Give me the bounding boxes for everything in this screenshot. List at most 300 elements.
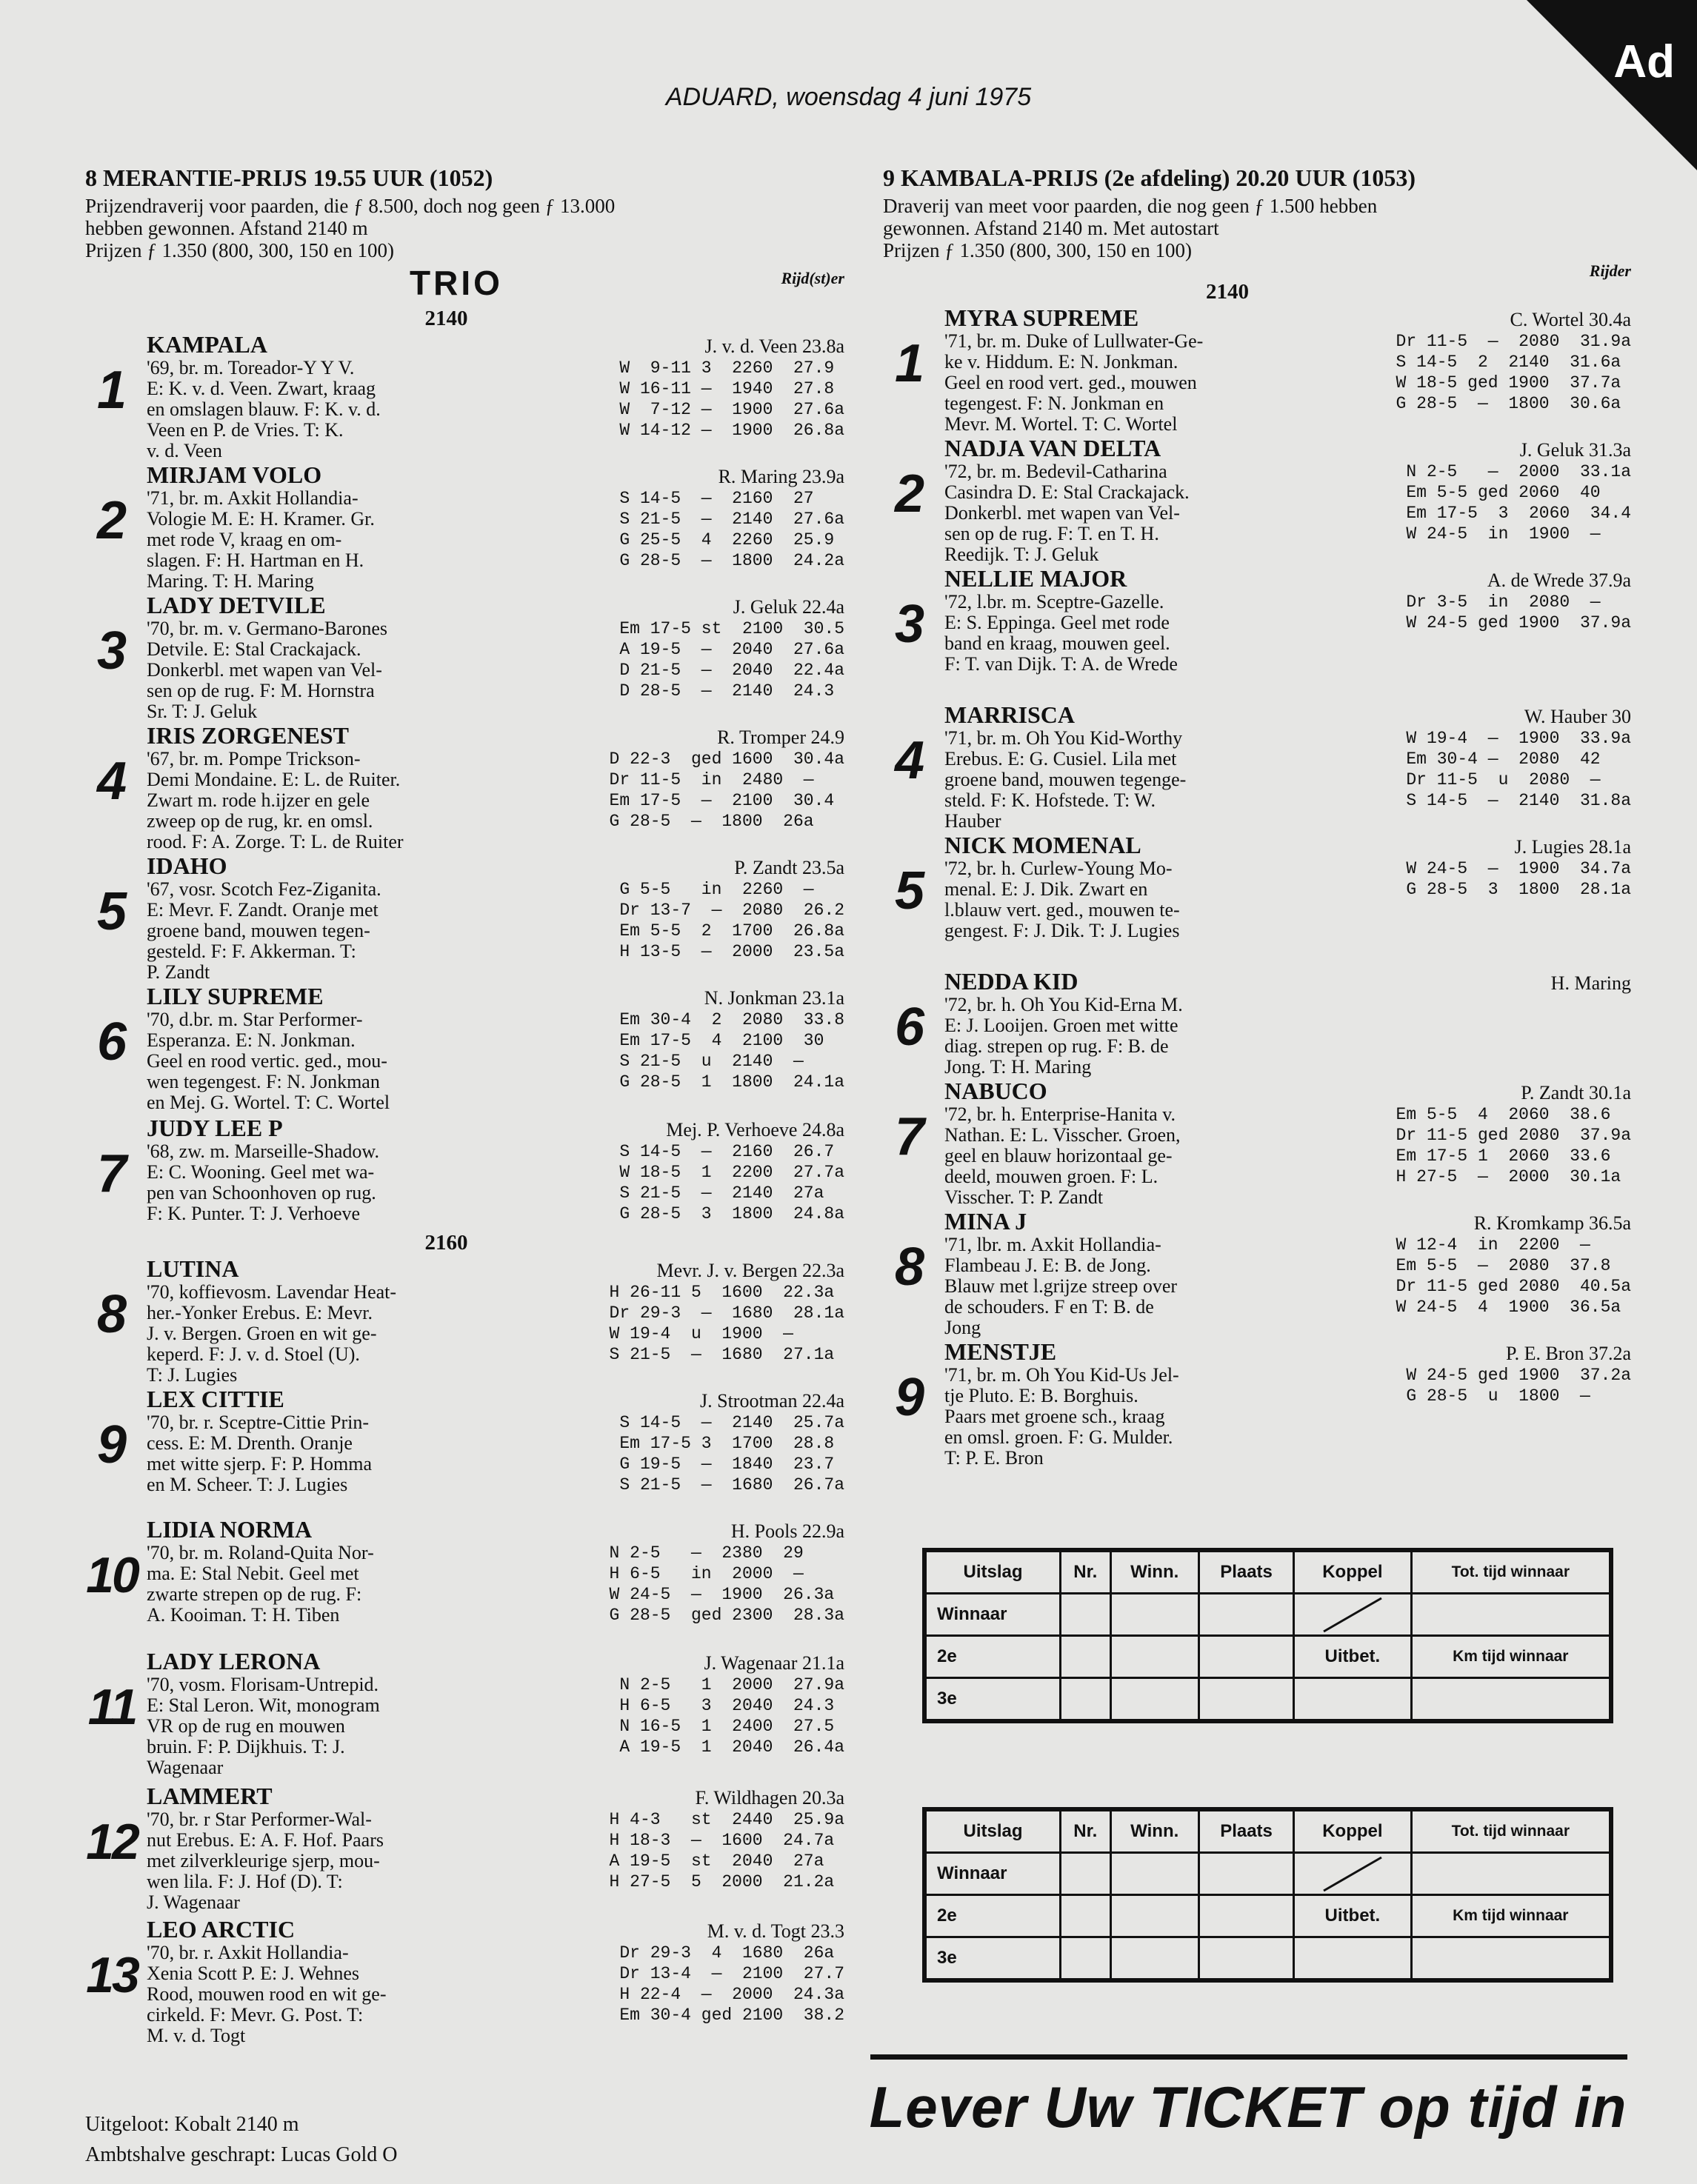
horse-name: NADJA VAN DELTA (944, 435, 1161, 461)
rider-and-record: H. Pools 22.9a (730, 1520, 844, 1542)
result-line: W 24-5 in 1900 — (1406, 524, 1601, 544)
description-line: de schouders. F en T: B. de (944, 1296, 1154, 1318)
horse-entry (883, 1338, 1631, 1469)
result-line: S 14-5 2 2140 31.6a (1396, 353, 1621, 372)
result-line: Dr 29-3 4 1680 26a (619, 1943, 835, 1963)
description-line: met witte sjerp. F: P. Homma (147, 1453, 373, 1475)
sheet-cell[interactable] (1061, 1678, 1110, 1722)
horse-entry (85, 1115, 844, 1224)
horse-entry (883, 701, 1631, 832)
recent-results (1406, 858, 1631, 941)
description-line: diag. strepen op rug. F: B. de (944, 1035, 1169, 1057)
description-line: Hauber (944, 810, 1001, 832)
horse-name: IDAHO (147, 852, 227, 879)
description-line: Jong (944, 1317, 981, 1338)
entry-body (147, 1009, 844, 1113)
description-line: M. v. d. Togt (147, 2025, 246, 2046)
description-line: steld. F: K. Hofstede. T: W. (944, 789, 1156, 811)
result-line: Dr 11-5 u 2080 — (1406, 770, 1601, 789)
result-line: S 14-5 — 2160 27 (619, 489, 814, 508)
description-line: Xenia Scott P. E: J. Wehnes (147, 1963, 360, 1984)
result-line: Em 5-5 — 2080 37.8 (1396, 1256, 1611, 1275)
sheet-cell[interactable] (1411, 1937, 1611, 1981)
horse-description (147, 1943, 524, 2046)
entries-list (883, 304, 1631, 1469)
description-line: '72, br. h. Oh You Kid-Erna M. (944, 995, 1183, 1015)
result-line: W 19-4 — 1900 33.9a (1406, 729, 1631, 748)
description-line: wen lila. F: J. Hof (D). T: (147, 1871, 343, 1892)
distance-heading: 2160 (424, 1231, 468, 1255)
horse-name: LIDIA NORMA (147, 1516, 313, 1543)
description-line: keperd. F: J. v. d. Stoel (U). (147, 1343, 360, 1365)
sheet-cell[interactable] (1061, 1937, 1110, 1981)
sheet-cell[interactable] (1061, 1853, 1110, 1895)
description-line: l.blauw vert. ged., mouwen te- (944, 899, 1180, 921)
horse-name: LADY LERONA (147, 1648, 321, 1674)
sheet-row-third (924, 1678, 1611, 1722)
sheet-cell[interactable] (1110, 1853, 1198, 1895)
rider-header: Rijd(st)er (781, 269, 844, 287)
entry-number: 9 (894, 1368, 925, 1427)
result-line: W 12-4 in 2200 — (1396, 1235, 1590, 1255)
entry-header (944, 1208, 1631, 1235)
race-desc-line: Prijzen ƒ 1.350 (800, 300, 150 en 100) (85, 239, 394, 261)
trio-row (85, 263, 844, 306)
description-line: bruin. F: P. Dijkhuis. T: J. (147, 1736, 345, 1757)
description-line: tje Pluto. E: B. Borghuis. (944, 1385, 1138, 1406)
recent-results (610, 1543, 844, 1626)
result-line: W 14-12 — 1900 26.8a (619, 421, 844, 440)
entry-header (147, 983, 844, 1009)
description-line: v. d. Veen (147, 440, 222, 461)
slash-mark (1323, 1597, 1381, 1632)
result-line: Dr 11-5 in 2480 — (609, 770, 814, 789)
description-line: '71, br. m. Oh You Kid-Us Jel- (944, 1365, 1179, 1386)
race-description (883, 195, 1631, 261)
entry-body (147, 1141, 844, 1224)
description-line: Mevr. M. Wortel. T: C. Wortel (944, 413, 1178, 435)
sheet-cell[interactable] (1198, 1678, 1293, 1722)
description-line: deeld, mouwen groen. F: L. (944, 1166, 1158, 1187)
description-line: sen op de rug. F: T. en T. H. (944, 523, 1159, 544)
description-line: menal. E: J. Dik. Zwart en (944, 878, 1148, 900)
sheet-cell[interactable] (1061, 1636, 1110, 1678)
description-line: Reedijk. T: J. Geluk (944, 544, 1099, 565)
horse-name: NABUCO (944, 1078, 1047, 1104)
distance-heading: 2140 (1206, 280, 1249, 304)
description-line: met rode V, kraag en om- (147, 529, 342, 550)
result-line: Em 30-4 2 2080 33.8 (619, 1010, 844, 1029)
description-line: '72, l.br. m. Sceptre-Gazelle. (944, 592, 1164, 612)
distance-heading: 2140 (424, 307, 468, 330)
sheet-header-koppel: Koppel (1294, 1809, 1411, 1853)
description-line: Zwart m. rode h.ijzer en gele (147, 789, 370, 811)
sheet-cell[interactable] (1110, 1937, 1198, 1981)
entry-body (147, 1543, 844, 1626)
description-line: E: J. Looijen. Groen met witte (944, 1015, 1178, 1036)
description-line: Donkerbl. met wapen van Vel- (944, 502, 1180, 524)
result-line: Em 30-4 ged 2100 38.2 (619, 2006, 844, 2025)
result-line: Dr 11-5 ged 2080 37.9a (1396, 1126, 1631, 1145)
sheet-row-second (924, 1636, 1611, 1678)
sheet-header-row (924, 1809, 1611, 1853)
description-line: Blauw met l.grijze streep over (944, 1275, 1178, 1297)
description-line: F: T. van Dijk. T: A. de Wrede (944, 653, 1178, 675)
result-line: S 21-5 — 2140 27a (619, 1183, 824, 1203)
entry-body (147, 879, 844, 983)
sheet-row-label: 2e (924, 1895, 1061, 1937)
result-line: H 6-5 3 2040 24.3 (619, 1696, 835, 1715)
description-line: '67, vosr. Scotch Fez-Ziganita. (147, 879, 381, 900)
entry-number: 6 (96, 1012, 127, 1072)
horse-description (147, 488, 524, 592)
banner-rule (870, 2054, 1627, 2060)
rider-and-record: J. Strootman 22.4a (700, 1390, 844, 1412)
entry-body (944, 331, 1631, 435)
sheet-header-nr: Nr. (1061, 1550, 1110, 1594)
entry-number: 10 (86, 1547, 138, 1603)
result-line: H 18-3 — 1600 24.7a (609, 1831, 835, 1850)
entry-number: 2 (894, 464, 925, 524)
description-line: E: Mevr. F. Zandt. Oranje met (147, 899, 379, 921)
rider-header-row (883, 261, 1631, 279)
recent-results (1396, 1104, 1631, 1208)
entry-header (147, 1648, 844, 1674)
result-line: Dr 3-5 in 2080 — (1406, 592, 1601, 612)
entry-body (147, 1943, 844, 2046)
sheet-cell[interactable] (1110, 1895, 1198, 1937)
horse-entry (85, 1783, 844, 1913)
entry-body (147, 1674, 844, 1778)
rider-and-record: R. Tromper 24.9 (717, 727, 844, 748)
horse-description (944, 331, 1322, 435)
entry-number: 13 (86, 1947, 138, 2003)
entry-number: 2 (96, 491, 127, 550)
horse-description (147, 1412, 524, 1495)
sheet-cell[interactable] (1110, 1594, 1198, 1636)
entry-body (147, 488, 844, 592)
description-line: en omslagen blauw. F: K. v. d. (147, 398, 381, 420)
rider-and-record: N. Jonkman 23.1a (704, 987, 844, 1009)
result-line: D 22-3 ged 1600 30.4a (609, 749, 844, 769)
entry-header (944, 832, 1631, 858)
horse-name: NELLIE MAJOR (944, 565, 1127, 592)
sheet-cell[interactable] (1198, 1636, 1293, 1678)
sheet-cell[interactable] (1198, 1895, 1293, 1937)
entry-header (147, 461, 844, 488)
race-8-column (85, 164, 844, 2046)
sheet-cell[interactable] (1198, 1853, 1293, 1895)
result-line: A 19-5 — 2040 27.6a (619, 640, 844, 659)
result-line: S 21-5 — 2140 27.6a (619, 510, 844, 529)
horse-description (147, 879, 524, 983)
description-line: T: P. E. Bron (944, 1447, 1044, 1469)
sheet-row-label: 2e (924, 1636, 1061, 1678)
description-line: Rood, mouwen rood en wit ge- (147, 1983, 387, 2005)
sheet-cell[interactable] (1198, 1594, 1293, 1636)
horse-entry (883, 1078, 1631, 1208)
horse-entry (883, 565, 1631, 675)
description-line: '68, zw. m. Marseille-Shadow. (147, 1141, 379, 1162)
recent-results (1406, 461, 1631, 565)
horse-entry (883, 304, 1631, 435)
result-line: Em 30-4 — 2080 42 (1406, 749, 1601, 769)
sheet-km-time-label: Km tijd winnaar (1411, 1895, 1611, 1937)
entry-number: 9 (96, 1415, 127, 1475)
corner-label: Ad (1613, 36, 1675, 87)
horse-name: LAMMERT (147, 1783, 273, 1809)
description-line: groene band, mouwen tegen- (147, 920, 370, 941)
recent-results (619, 1141, 844, 1224)
horse-entry (883, 832, 1631, 941)
description-line: E: K. v. d. Veen. Zwart, kraag (147, 378, 376, 399)
race-9-column (883, 164, 1631, 1469)
sheet-cell-crossed (1294, 1594, 1411, 1636)
horse-entry (85, 852, 844, 983)
entry-number: 7 (96, 1144, 127, 1203)
description-line: '70, br. r. Axkit Hollandia- (147, 1943, 349, 1963)
entry-body (944, 1104, 1631, 1208)
sheet-cell-crossed (1294, 1853, 1411, 1895)
horse-entry (85, 722, 844, 852)
sheet-header-row (924, 1550, 1611, 1594)
sheet-cell[interactable] (1294, 1678, 1411, 1722)
rider-and-record: P. E. Bron 37.2a (1506, 1343, 1631, 1364)
rider-and-record: R. Kromkamp 36.5a (1473, 1212, 1631, 1234)
horse-description (944, 995, 1322, 1078)
race-desc-line: Prijzendraverij voor paarden, die ƒ 8.500, doch nog geen ƒ 13.000 (85, 195, 616, 217)
horse-description (944, 728, 1322, 832)
sheet-cell[interactable] (1198, 1937, 1293, 1981)
description-line: '70, br. m. v. Germano-Barones (147, 618, 388, 639)
horse-description (944, 858, 1322, 941)
description-line: '70, koffievosm. Lavendar Heat- (147, 1282, 397, 1303)
description-line: '70, br. r Star Performer-Wal- (147, 1809, 372, 1830)
recent-results (1406, 1365, 1631, 1469)
horse-entry (883, 1208, 1631, 1338)
result-line: G 28-5 1 1800 24.1a (619, 1072, 844, 1092)
horse-entry (85, 1648, 844, 1778)
sheet-header-uitslag: Uitslag (924, 1550, 1061, 1594)
horse-description (147, 358, 524, 461)
rider-and-record: J. Geluk 22.4a (733, 596, 844, 618)
recent-results (610, 749, 844, 852)
recent-results (619, 358, 844, 461)
result-line: N 2-5 1 2000 27.9a (619, 1675, 844, 1694)
result-line: H 4-3 st 2440 25.9a (609, 1810, 844, 1829)
sheet-row-third (924, 1937, 1611, 1981)
sheet-row-label: 3e (924, 1678, 1061, 1722)
rider-and-record: H. Maring (1550, 972, 1631, 994)
result-line: D 21-5 — 2040 22.4a (619, 661, 844, 680)
result-line: W 18-5 ged 1900 37.7a (1396, 373, 1621, 393)
description-line: en omsl. groen. F: G. Mulder. (944, 1426, 1173, 1448)
description-line: VR op de rug en mouwen (147, 1715, 345, 1737)
description-line: gengest. F: J. Dik. T: J. Lugies (944, 920, 1180, 941)
result-line: N 2-5 — 2000 33.1a (1406, 462, 1631, 481)
horse-name: MYRA SUPREME (944, 304, 1139, 331)
sheet-row-label: Winnaar (924, 1853, 1061, 1895)
result-line: Em 17-5 1 2060 33.6 (1396, 1146, 1611, 1166)
sheet-header-winn: Winn. (1110, 1809, 1198, 1853)
horse-entry (85, 461, 844, 592)
recent-results (619, 1009, 844, 1113)
entry-header (944, 1338, 1631, 1365)
entry-number: 8 (96, 1285, 127, 1344)
horse-name: LEX CITTIE (147, 1386, 284, 1412)
sheet-cell[interactable] (1411, 1678, 1611, 1722)
result-line: G 28-5 u 1800 — (1406, 1386, 1590, 1406)
result-line: N 2-5 — 2380 29 (609, 1543, 804, 1563)
description-line: A. Kooiman. T: H. Tiben (147, 1604, 340, 1626)
horse-name: NEDDA KID (944, 968, 1078, 995)
horse-description (147, 749, 524, 852)
rider-and-record: C. Wortel 30.4a (1510, 309, 1631, 330)
entry-number: 8 (894, 1238, 925, 1297)
result-line: G 19-5 — 1840 23.7 (619, 1455, 835, 1474)
recent-results (1396, 331, 1631, 435)
entry-header (147, 1783, 844, 1809)
description-line: E: C. Wooning. Geel met wa- (147, 1161, 375, 1183)
result-line: Em 17-5 st 2100 30.5 (619, 619, 844, 638)
horse-description (147, 1141, 524, 1224)
recent-results (1406, 592, 1631, 675)
description-line: Donkerbl. met wapen van Vel- (147, 659, 382, 681)
sheet-cell[interactable] (1411, 1853, 1611, 1895)
result-line: Dr 11-5 — 2080 31.9a (1396, 332, 1631, 351)
horse-name: LUTINA (147, 1255, 239, 1282)
sheet-payout-label: Uitbet. (1294, 1895, 1411, 1937)
description-line: '70, br. r. Sceptre-Cittie Prin- (147, 1412, 370, 1433)
entries-list (85, 1255, 844, 2046)
rider-and-record: P. Zandt 30.1a (1521, 1082, 1631, 1103)
description-line: cirkeld. F: Mevr. G. Post. T: (147, 2004, 364, 2026)
entry-body (147, 358, 844, 461)
entry-header (147, 1516, 844, 1543)
description-line: '71, br. m. Oh You Kid-Worthy (944, 728, 1183, 749)
result-line: A 19-5 1 2040 26.4a (619, 1737, 844, 1757)
recent-results (619, 488, 844, 592)
description-line: tegengest. F: N. Jonkman en (944, 393, 1164, 414)
description-line: Casindra D. E: Stal Crackajack. (944, 481, 1190, 503)
race-desc-line: Prijzen ƒ 1.350 (800, 300, 150 en 100) (883, 239, 1192, 261)
entry-number: 4 (96, 752, 127, 811)
description-line: J. Wagenaar (147, 1891, 240, 1913)
horse-name: LILY SUPREME (147, 983, 324, 1009)
horse-entry (85, 1516, 844, 1626)
sheet-header-uitslag: Uitslag (924, 1809, 1061, 1853)
description-line: slagen. F: H. Hartman en H. (147, 550, 364, 571)
sheet-header-plaats: Plaats (1198, 1809, 1293, 1853)
sheet-header-koppel: Koppel (1294, 1550, 1411, 1594)
recent-results (619, 1674, 844, 1778)
recent-results (619, 879, 844, 983)
sheet-cell[interactable] (1061, 1594, 1110, 1636)
rider-and-record: R. Maring 23.9a (718, 466, 844, 487)
description-line: E: Stal Leron. Wit, monogram (147, 1694, 380, 1716)
result-line: Em 17-5 — 2100 30.4 (609, 791, 835, 810)
sheet-row-winner (924, 1594, 1611, 1636)
description-line: '72, br. h. Enterprise-Hanita v. (944, 1104, 1176, 1125)
rider-and-record: M. v. d. Togt 23.3 (707, 1920, 844, 1942)
result-line: H 22-4 — 2000 24.3a (619, 1985, 844, 2004)
sheet-cell[interactable] (1411, 1594, 1611, 1636)
sheet-row-label: Winnaar (924, 1594, 1061, 1636)
horse-description (147, 1282, 524, 1386)
entry-header (944, 701, 1631, 728)
horse-name: MIRJAM VOLO (147, 461, 322, 488)
result-line: S 21-5 u 2140 — (619, 1052, 804, 1071)
description-line: groene band, mouwen tegenge- (944, 769, 1187, 790)
entry-number: 3 (96, 621, 127, 681)
entry-header (147, 1916, 844, 1943)
result-line: G 28-5 — 1800 26a (609, 812, 814, 831)
entry-header (147, 722, 844, 749)
horse-entry (85, 983, 844, 1113)
entry-body (944, 995, 1631, 1078)
description-line: zweep op de rug, kr. en omsl. (147, 810, 373, 832)
rider-and-record: F. Wildhagen 20.3a (695, 1787, 844, 1809)
rider-and-record: J. v. d. Veen 23.8a (704, 335, 844, 357)
horse-description (147, 1809, 524, 1913)
rider-and-record: J. Geluk 31.3a (1519, 439, 1631, 461)
description-line: cess. E: M. Drenth. Oranje (147, 1432, 353, 1454)
description-line: E: S. Eppinga. Geel met rode (944, 612, 1170, 633)
description-line: '70, d.br. m. Star Performer- (147, 1009, 363, 1030)
race-desc-line: Draverij van meet voor paarden, die nog geen ƒ 1.500 hebben (883, 195, 1378, 217)
entry-body (944, 1235, 1631, 1338)
result-line: W 16-11 — 1940 27.8 (619, 379, 835, 398)
sheet-row-winner (924, 1853, 1611, 1895)
result-sheet (922, 1807, 1613, 1983)
entry-body (944, 592, 1631, 675)
horse-description (944, 461, 1322, 565)
sheet-cell[interactable] (1294, 1937, 1411, 1981)
result-line: W 24-5 ged 1900 37.9a (1406, 613, 1631, 632)
result-line: Em 5-5 4 2060 38.6 (1396, 1105, 1611, 1124)
horse-description (944, 1235, 1322, 1338)
description-line: '70, vosm. Florisam-Untrepid. (147, 1674, 379, 1695)
result-line: Em 5-5 ged 2060 40 (1406, 483, 1601, 502)
footnote-drawn: Uitgeloot: Kobalt 2140 m (85, 2113, 299, 2136)
entry-header (147, 852, 844, 879)
horse-entry (85, 1255, 844, 1386)
description-line: Visscher. T: P. Zandt (944, 1186, 1104, 1208)
race-description (85, 195, 844, 261)
result-line: W 24-5 — 1900 26.3a (609, 1585, 835, 1604)
sheet-cell[interactable] (1110, 1636, 1198, 1678)
entry-header (944, 565, 1631, 592)
description-line: pen van Schoonhoven op rug. (147, 1182, 376, 1203)
entry-number: 1 (894, 334, 925, 393)
result-line: Em 17-5 3 1700 28.8 (619, 1434, 835, 1453)
description-line: Jong. T: H. Maring (944, 1056, 1092, 1078)
description-line: wen tegengest. F: N. Jonkman (147, 1071, 380, 1092)
horse-description (147, 618, 524, 722)
description-line: Esperanza. E: N. Jonkman. (147, 1029, 356, 1051)
result-line: A 19-5 st 2040 27a (609, 1851, 824, 1871)
sheet-header-winn: Winn. (1110, 1550, 1198, 1594)
entry-header (944, 1078, 1631, 1104)
result-line: S 14-5 — 2140 25.7a (619, 1413, 844, 1432)
entry-number: 11 (87, 1679, 136, 1735)
sheet-cell[interactable] (1061, 1895, 1110, 1937)
horse-description (944, 1104, 1322, 1208)
sheet-cell[interactable] (1110, 1678, 1198, 1722)
description-line: Wagenaar (147, 1757, 224, 1778)
sheet-header-total-time: Tot. tijd winnaar (1411, 1550, 1611, 1594)
horse-entry (883, 435, 1631, 565)
